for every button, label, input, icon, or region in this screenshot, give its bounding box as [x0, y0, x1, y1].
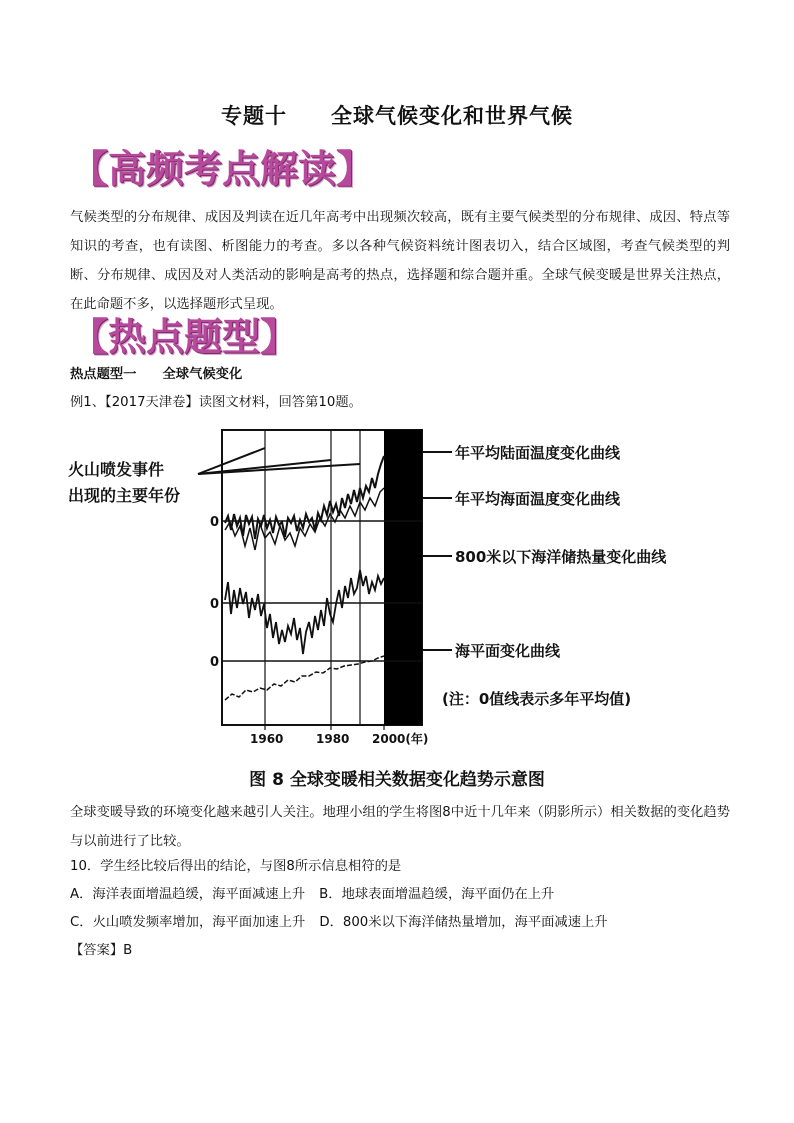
subheading-label: 热点题型一	[70, 367, 137, 382]
figure-caption: 图 8 全球变暖相关数据变化趋势示意图	[249, 770, 545, 790]
page-title	[0, 100, 794, 130]
context-paragraph: 全球变暖导致的环境变化越来越引人关注。地理小组的学生将图8中近十几年来（阴影所示）相关数据的变化趋势与以前进行了比较。	[70, 805, 731, 849]
question-stem: 10．学生经比较后得出的结论，与图8所示信息相符的是	[70, 859, 402, 874]
option-b: B．地球表面增温趋缓，海平面仍在上升	[319, 887, 555, 902]
intro-paragraph: 气候类型的分布规律、成因及判读在近几年高考中出现频次较高，既有主要气候类型的分布规律、成因、特点等知识的考查，也有读图、析图能力的考查。多以各种气候资料统计图表切入，结合区域图，考查气候类型的判断、分布规律、成因及对人类活动的影响是高考的热点，选择题和综合题并重。全球气候变暖是世界关注热点，在此命题不多，以选择题形式呈现。	[70, 210, 730, 312]
heat-curve-label: 800米以下海洋储热量变化曲线	[455, 548, 667, 566]
subheading	[70, 363, 242, 382]
volcano-label-line2: 出现的主要年份	[68, 486, 181, 505]
zero-label-sea: 0	[210, 655, 220, 670]
option-c: C．火山喷发频率增加，海平面加速上升	[70, 915, 306, 930]
title-part2: 全球气候变化和世界气候	[331, 104, 573, 128]
sea-curve-label: 年平均海面温度变化曲线	[455, 490, 621, 508]
x-tick-1980: 1980	[316, 732, 350, 746]
zero-label-temp: 0	[210, 515, 220, 530]
option-a: A．海洋表面增温趋缓，海平面减速上升	[70, 887, 306, 902]
volcano-label-line1: 火山喷发事件	[68, 460, 165, 479]
level-curve-label: 海平面变化曲线	[455, 642, 561, 660]
title-part1: 专题十	[221, 104, 287, 128]
x-tick-1960: 1960	[250, 732, 284, 746]
section-banner-hot-topics: 【热点题型】	[70, 314, 299, 359]
section-banner-frequent-points: 【高频考点解读】	[70, 146, 375, 191]
land-curve-label: 年平均陆面温度变化曲线	[455, 444, 621, 462]
x-tick-2000: 2000(年)	[372, 732, 429, 746]
example-intro: 例1、【2017天津卷】读图文材料，回答第10题。	[70, 395, 362, 410]
shaded-period	[384, 430, 422, 725]
banner-text: 高频考点解读	[108, 146, 337, 191]
options-ab	[70, 883, 554, 902]
option-d: D．800米以下海洋储热量增加，海平面减速上升	[319, 915, 608, 930]
subheading-topic: 全球气候变化	[162, 367, 243, 382]
banner-text: 热点题型	[108, 314, 261, 359]
climate-trend-figure	[60, 418, 740, 763]
options-cd	[70, 911, 608, 930]
answer: 【答案】B	[70, 943, 133, 958]
zero-label-heat: 0	[210, 597, 220, 612]
chart-note: (注：0值线表示多年平均值)	[442, 690, 632, 708]
